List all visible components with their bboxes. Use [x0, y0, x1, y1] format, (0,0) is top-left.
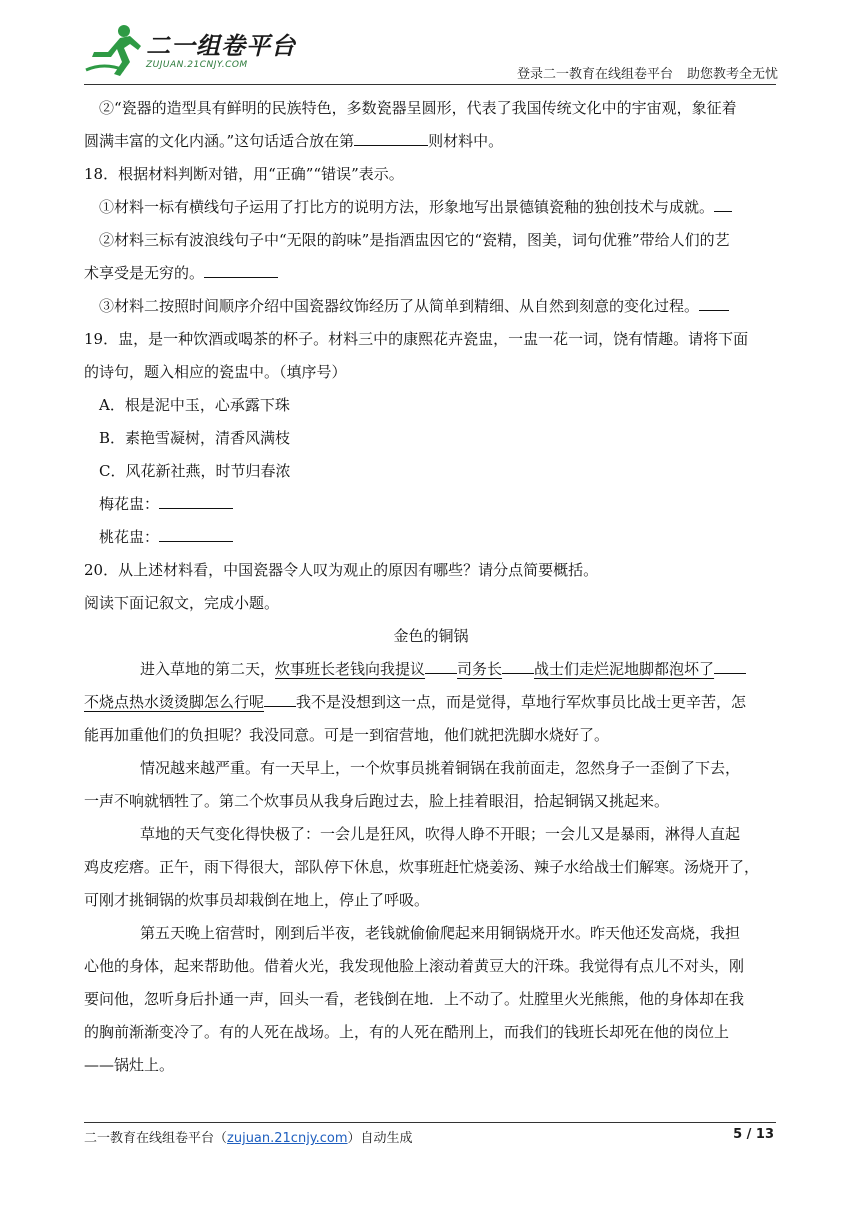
logo-title: 二一组卷平台 [146, 32, 296, 60]
header-divider [84, 84, 776, 85]
q20-stem: 20．从上述材料看，中国瓷器令人叹为观止的原因有哪些？请分点简要概括。 [84, 561, 599, 579]
q18-item2-text: 术享受是无穷的。 [84, 264, 205, 282]
reading-p4-line3: 要问他，忽听身后扑通一声，回头一看，老钱倒在地．上不动了。灶膛里火光熊熊，他的身体却在我 [84, 990, 745, 1008]
header-motto: 助您教考全无忧 [686, 67, 778, 82]
q19-stem-line1: 19．盅，是一种饮酒或喝茶的杯子。材料三中的康熙花卉瓷盅，一盅一花一词，饶有情趣。请将下面 [84, 330, 749, 348]
answer-blank[interactable] [425, 655, 457, 674]
reading-p1-line1 [84, 653, 778, 686]
reading-p3-line2: 鸡皮疙瘩。正午，雨下得很大，部队停下休息，炊事班赶忙烧姜汤、辣子水给战士们解寒。汤烧开了， [84, 858, 760, 876]
reading-p3-line1: 草地的天气变化得快极了：一会儿是狂风，吹得人睁不开眼；一会儿又是暴雨，淋得人直起 [140, 825, 741, 843]
reading-intro: 阅读下面记叙文，完成小题。 [84, 594, 280, 612]
reading-p4-line5: ——锅灶上。 [84, 1056, 175, 1074]
reading-p4-line1: 第五天晚上宿营时，刚到后半夜，老钱就偷偷爬起来用铜锅烧开水。昨天他还发高烧，我担 [140, 924, 741, 942]
header-slogan [503, 63, 778, 82]
footer-credit-prefix: 二一教育在线组卷平台（ [84, 1131, 228, 1146]
peach-cup-label: 桃花盅： [99, 528, 160, 546]
footer-site-link[interactable]: zujuan.21cnjy.com [227, 1131, 348, 1146]
q19-option-a: A．根是泥中玉，心承露下珠 [99, 396, 290, 414]
reading-p1-line2 [84, 686, 778, 719]
q18-item2-line2 [84, 257, 778, 290]
q19-peach-cup [84, 521, 778, 554]
footer-credit-suffix: ）自动生成 [347, 1131, 413, 1146]
logo-subtitle: ZUJUAN.21CNJY.COM [146, 60, 248, 70]
p1-rest: 我不是没想到这一点，而是觉得，草地行军炊事员比战士更辛苦，怎 [296, 693, 747, 711]
reading-p2-line2: 一声不响就牺牲了。第二个炊事员从我身后跑过去，脸上挂着眼泪，拾起铜锅又挑起来。 [84, 792, 670, 810]
answer-blank[interactable] [714, 193, 732, 212]
footer-divider [84, 1122, 776, 1123]
p1-underlined-1: 炊事班长老钱向我提议 [275, 660, 426, 678]
q19-plum-cup [84, 488, 778, 521]
footer-credit [84, 1127, 413, 1146]
reading-p1-line3: 能再加重他们的负担呢？我没同意。可是一到宿营地，他们就把洗脚水烧好了。 [84, 726, 610, 744]
q17-item2-tail: 则材料中。 [428, 132, 504, 150]
q18-item1-text: ①材料一标有横线句子运用了打比方的说明方法，形象地写出景德镇瓷釉的独创技术与成就。 [99, 198, 715, 216]
answer-blank[interactable] [699, 292, 729, 311]
answer-blank[interactable] [354, 127, 428, 146]
q17-item2-line1: ②“瓷器的造型具有鲜明的民族特色，多数瓷器呈圆形，代表了我国传统文化中的宇宙观，象征着 [99, 99, 737, 117]
q18-stem: 18．根据材料判断对错，用“正确”“错误”表示。 [84, 165, 404, 183]
header-login-text[interactable]: 登录二一教育在线组卷平台 [516, 67, 673, 82]
q18-item3-text: ③材料二按照时间顺序介绍中国瓷器纹饰经历了从简单到精细、从自然到刻意的变化过程。 [99, 297, 700, 315]
q18-item3 [84, 290, 778, 323]
reading-p4-line2: 心他的身体，起来帮助他。借着火光，我发现他脸上滚动着黄豆大的汗珠。我觉得有点儿不对头，刚 [84, 957, 745, 975]
page-number: 5 / 13 [733, 1127, 774, 1142]
reading-p3-line3: 可刚才挑铜锅的炊事员却栽倒在地上，停止了呼吸。 [84, 891, 430, 909]
page-header [0, 0, 860, 92]
page-content [84, 92, 778, 1082]
logo[interactable] [84, 22, 334, 82]
answer-blank[interactable] [264, 688, 296, 707]
runner-logo-icon [84, 22, 144, 78]
p1-prefix: 进入草地的第二天， [140, 660, 276, 678]
p1-underlined-4: 不烧点热水烫烫脚怎么行呢 [84, 693, 265, 711]
q18-item2-line1: ②材料三标有波浪线句子中“无限的韵味”是指酒盅因它的“瓷精，图美，词句优雅”带给人们的艺 [99, 231, 730, 249]
reading-p4-line4: 的胸前渐渐变冷了。有的人死在战场。上，有的人死在酷刑上，而我们的钱班长却死在他的岗位上 [84, 1023, 730, 1041]
q17-item2-text: 圆满丰富的文化内涵。”这句话适合放在第 [84, 132, 355, 150]
reading-title: 金色的铜锅 [393, 627, 469, 645]
answer-blank[interactable] [502, 655, 534, 674]
answer-blank[interactable] [159, 490, 233, 509]
answer-blank[interactable] [714, 655, 746, 674]
answer-blank[interactable] [204, 259, 278, 278]
answer-blank[interactable] [159, 523, 233, 542]
q17-item2-line2 [84, 125, 778, 158]
q19-option-c: C．风花新社燕，时节归春浓 [99, 462, 291, 480]
q18-item1 [84, 191, 778, 224]
q19-option-b: B．素艳雪凝树，清香风满枝 [99, 429, 291, 447]
p1-underlined-3: 战士们走烂泥地脚都泡坏了 [534, 660, 715, 678]
p1-underlined-2: 司务长 [457, 660, 503, 678]
reading-p2-line1: 情况越来越严重。有一天早上，一个炊事员挑着铜锅在我前面走，忽然身子一歪倒了下去， [140, 759, 741, 777]
q19-stem-line2: 的诗句，题入相应的瓷盅中。（填序号） [84, 363, 347, 381]
plum-cup-label: 梅花盅： [99, 495, 160, 513]
